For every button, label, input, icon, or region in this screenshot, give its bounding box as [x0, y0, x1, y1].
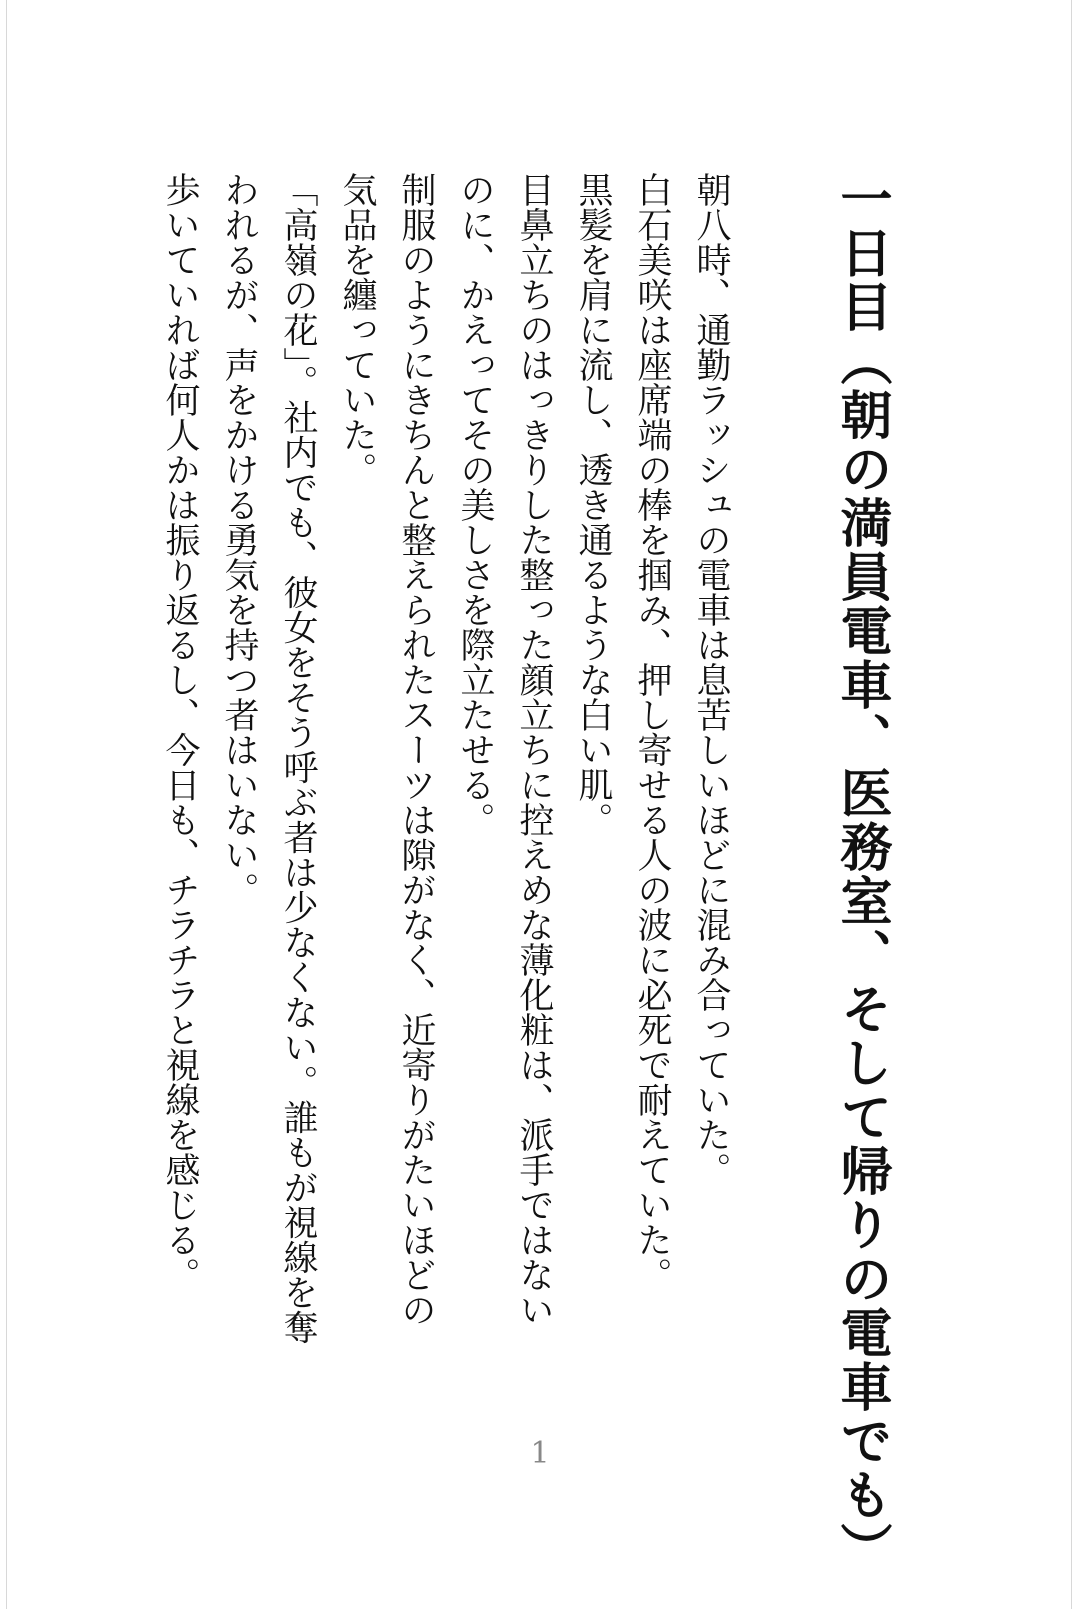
text-line: 白石美咲は座席端の棒を掴み、押し寄せる人の波に必死で耐えていた。 — [632, 172, 672, 1292]
text-line: 朝八時、通勤ラッシュの電車は息苦しいほどに混み合っていた。 — [691, 172, 731, 1187]
text-line: 黒髪を肩に流し、透き通るような白い肌。 — [573, 172, 613, 837]
text-line: のに、かえってその美しさを際立たせる。 — [455, 172, 495, 837]
text-line: われるが、声をかける勇気を持つ者はいない。 — [219, 172, 259, 907]
text-line: 目鼻立ちのはっきりした整った顔立ちに控えめな薄化粧は、派手ではない — [514, 172, 554, 1327]
chapter-title: 一日目（朝の満員電車、医務室、そして帰りの電車でも） — [831, 172, 892, 1576]
text-line: 気品を纏っていた。 — [337, 172, 377, 487]
page-number: 1 — [530, 1436, 550, 1471]
text-line: 歩いていれば何人かは振り返るし、今日も、チラチラと視線を感じる。 — [160, 172, 200, 1292]
text-line: 「高嶺の花」。社内でも、彼女をそう呼ぶ者は少なくない。誰もが視線を奪 — [278, 172, 318, 1345]
text-line: 制服のようにきちんと整えられたスーツは隙がなく、近寄りがたいほどの — [396, 172, 436, 1327]
body-text — [150, 172, 740, 1422]
